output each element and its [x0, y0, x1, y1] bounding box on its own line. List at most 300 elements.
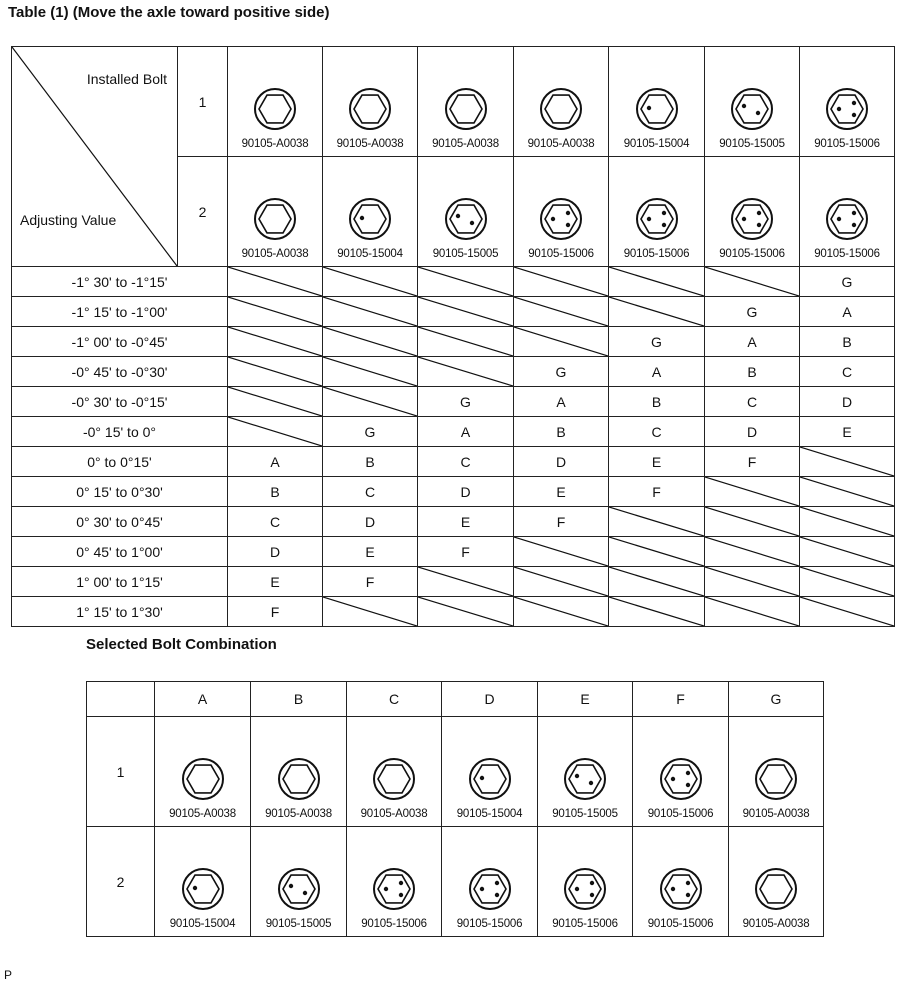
combination-letter: B [228, 477, 323, 507]
not-applicable-slash [228, 267, 322, 296]
bolt-mark-dot [837, 107, 841, 111]
bolt-cell [418, 47, 514, 157]
part-number: 90105-A0038 [169, 808, 236, 820]
bolt-cell [347, 717, 442, 827]
empty-cell [514, 297, 609, 327]
empty-cell [609, 507, 705, 537]
bolt-mark-dot [837, 217, 841, 221]
bolt-mark-dot [742, 217, 746, 221]
not-applicable-slash [514, 267, 608, 296]
empty-cell [228, 387, 323, 417]
combination-letter: A [514, 387, 609, 417]
adjusting-value-range: 0° 30' to 0°45' [12, 507, 228, 537]
bolt-mark-dot [685, 771, 689, 775]
not-applicable-slash [323, 357, 417, 386]
bolt-cell [800, 47, 895, 157]
bolt-head-icon [467, 866, 513, 912]
combination-letter: F [705, 447, 800, 477]
bolt-head-icon [467, 756, 513, 802]
bolt-cell [155, 827, 251, 937]
bolt-position-label: 2 [87, 827, 155, 937]
empty-cell [323, 297, 418, 327]
bolt-mark-dot [551, 217, 555, 221]
bolt-cell [347, 827, 442, 937]
combination-letter: E [800, 417, 895, 447]
empty-cell [323, 597, 418, 627]
bolt-head-icon [824, 196, 870, 242]
combination-letter-header: E [538, 682, 633, 717]
empty-cell [800, 567, 895, 597]
bolt-cell [418, 157, 514, 267]
empty-cell [228, 357, 323, 387]
bolt-head-icon [252, 196, 298, 242]
bolt-cell [633, 717, 729, 827]
empty-cell [800, 507, 895, 537]
bolt-cell [538, 717, 633, 827]
combination-letter: A [705, 327, 800, 357]
bolt-cell [323, 47, 418, 157]
not-applicable-slash [705, 567, 799, 596]
combination-letter: F [323, 567, 418, 597]
bolt-mark-dot [384, 887, 388, 891]
combination-letter: C [800, 357, 895, 387]
bolt-mark-dot [360, 216, 364, 220]
adjusting-value-range: -1° 00' to -0°45' [12, 327, 228, 357]
not-applicable-slash [514, 537, 608, 566]
not-applicable-slash [609, 267, 704, 296]
bolt-cell [609, 157, 705, 267]
installed-bolt-row [12, 47, 895, 157]
adjustment-row [12, 387, 895, 417]
bolt-mark-dot [670, 777, 674, 781]
bolt-cell [442, 827, 538, 937]
not-applicable-slash [514, 567, 608, 596]
page-title: Table (1) (Move the axle toward positive side) [8, 4, 330, 21]
adjusting-value-label: Adjusting Value [20, 212, 117, 228]
bolt-mark-dot [302, 891, 306, 895]
bolt-head-icon [276, 866, 322, 912]
empty-cell [514, 567, 609, 597]
part-number: 90105-A0038 [742, 918, 810, 930]
not-applicable-slash [800, 477, 894, 506]
combination-letter: G [609, 327, 705, 357]
bolt-head-icon [347, 86, 393, 132]
part-number: 90105-15006 [719, 248, 785, 260]
bolt-mark-dot [455, 214, 459, 218]
empty-cell [228, 327, 323, 357]
bolt-mark-dot [670, 887, 674, 891]
part-number: 90105-15006 [552, 918, 618, 930]
bolt-mark-dot [852, 211, 856, 215]
bolt-head-icon [729, 86, 775, 132]
bolt-mark-dot [757, 211, 761, 215]
combination-letter: F [609, 477, 705, 507]
bolt-mark-dot [589, 781, 593, 785]
empty-cell [514, 267, 609, 297]
bolt-mark-dot [852, 101, 856, 105]
bolt-cell [323, 157, 418, 267]
adjustment-row [12, 417, 895, 447]
not-applicable-slash [228, 417, 322, 446]
adjusting-value-range: -0° 45' to -0°30' [12, 357, 228, 387]
part-number: 90105-A0038 [241, 248, 309, 260]
table-corner-header [12, 47, 178, 267]
empty-cell [323, 357, 418, 387]
not-applicable-slash [609, 507, 704, 536]
part-number: 90105-15004 [337, 248, 403, 260]
bolt-head-icon [538, 196, 584, 242]
part-number: 90105-15006 [456, 918, 523, 930]
bolt-position-label: 2 [178, 157, 228, 267]
not-applicable-slash [323, 267, 417, 296]
part-number: 90105-A0038 [432, 138, 499, 150]
empty-cell [609, 597, 705, 627]
not-applicable-slash [514, 327, 608, 356]
empty-cell [418, 327, 514, 357]
combination-letter: B [323, 447, 418, 477]
bolt-mark-dot [399, 893, 403, 897]
bolt-head-icon [562, 866, 608, 912]
combination-letter: F [228, 597, 323, 627]
not-applicable-slash [418, 357, 513, 386]
bolt-head-icon [824, 86, 870, 132]
empty-cell [323, 327, 418, 357]
not-applicable-slash [705, 507, 799, 536]
bolt-position-label: 1 [178, 47, 228, 157]
not-applicable-slash [418, 567, 513, 596]
not-applicable-slash [609, 567, 704, 596]
part-number: 90105-15006 [814, 248, 880, 260]
part-number: 90105-15006 [361, 918, 427, 930]
bolt-cell [800, 157, 895, 267]
empty-cell [323, 267, 418, 297]
bolt-mark-dot [399, 881, 403, 885]
combination-letter: F [418, 537, 514, 567]
combination-letter: C [418, 447, 514, 477]
bolt-cell [251, 717, 347, 827]
bolt-mark-dot [756, 111, 760, 115]
bolt-cell [155, 717, 251, 827]
bolt-mark-dot [661, 211, 665, 215]
adjusting-value-range: 0° 45' to 1°00' [12, 537, 228, 567]
bolt-cell [633, 827, 729, 937]
part-number: 90105-A0038 [241, 138, 309, 150]
empty-cell [705, 597, 800, 627]
bolt-head-icon [562, 756, 608, 802]
not-applicable-slash [418, 597, 513, 626]
not-applicable-slash [705, 477, 799, 506]
adjustment-row [12, 537, 895, 567]
bolt-head-icon [538, 86, 584, 132]
empty-cell [418, 597, 514, 627]
bolt-mark-dot [590, 893, 594, 897]
bolt-head-icon [347, 196, 393, 242]
not-applicable-slash [418, 297, 513, 326]
empty-cell [514, 327, 609, 357]
combination-letter: D [705, 417, 800, 447]
combination-bolt-row [87, 717, 824, 827]
not-applicable-slash [323, 597, 417, 626]
combination-letter-header: G [729, 682, 824, 717]
not-applicable-slash [609, 297, 704, 326]
empty-cell [705, 507, 800, 537]
bolt-mark-dot [494, 881, 498, 885]
combination-letter-header: F [633, 682, 729, 717]
bolt-cell [514, 47, 609, 157]
not-applicable-slash [800, 507, 894, 536]
bolt-cell [729, 717, 824, 827]
combination-letter: C [705, 387, 800, 417]
combination-letter-header: A [155, 682, 251, 717]
bolt-mark-dot [742, 104, 746, 108]
adjustment-row [12, 447, 895, 477]
bolt-cell [705, 47, 800, 157]
not-applicable-slash [800, 567, 894, 596]
combination-letter: C [609, 417, 705, 447]
bolt-mark-dot [469, 221, 473, 225]
adjustment-row [12, 267, 895, 297]
empty-cell [228, 297, 323, 327]
bolt-cell [228, 47, 323, 157]
bolt-mark-dot [479, 776, 483, 780]
combination-letter: D [514, 447, 609, 477]
part-number: 90105-15004 [623, 138, 690, 150]
adjustment-row [12, 567, 895, 597]
adjustment-row [12, 477, 895, 507]
combination-letter-header: B [251, 682, 347, 717]
combination-letter: G [323, 417, 418, 447]
part-number: 90105-15006 [647, 918, 714, 930]
part-number: 90105-15005 [432, 248, 499, 260]
bolt-mark-dot [566, 211, 570, 215]
bolt-head-icon [371, 756, 417, 802]
bolt-head-icon [658, 756, 704, 802]
empty-cell [228, 267, 323, 297]
not-applicable-slash [609, 537, 704, 566]
bolt-head-icon [276, 756, 322, 802]
adjusting-value-range: -0° 15' to 0° [12, 417, 228, 447]
empty-cell [514, 537, 609, 567]
combination-bolt-row [87, 827, 824, 937]
not-applicable-slash [228, 297, 322, 326]
bolt-cell [514, 157, 609, 267]
bolt-head-icon [658, 866, 704, 912]
combination-letter: D [418, 477, 514, 507]
bolt-mark-dot [479, 887, 483, 891]
empty-cell [800, 597, 895, 627]
combination-letter: G [514, 357, 609, 387]
bolt-mark-dot [575, 887, 579, 891]
combination-letter: A [800, 297, 895, 327]
empty-cell [418, 357, 514, 387]
bolt-mark-dot [590, 881, 594, 885]
bolt-cell [705, 157, 800, 267]
part-number: 90105-A0038 [265, 808, 332, 820]
bolt-position-label: 1 [87, 717, 155, 827]
adjusting-value-range: 0° to 0°15' [12, 447, 228, 477]
bolt-mark-dot [288, 884, 292, 888]
bolt-mark-dot [192, 886, 196, 890]
bolt-mark-dot [685, 881, 689, 885]
part-number: 90105-15005 [719, 138, 785, 150]
bolt-cell [228, 157, 323, 267]
empty-cell [800, 447, 895, 477]
bolt-mark-dot [852, 223, 856, 227]
bolt-mark-dot [575, 774, 579, 778]
part-number: 90105-15004 [456, 808, 523, 820]
part-number: 90105-A0038 [527, 138, 595, 150]
empty-cell [609, 267, 705, 297]
bolt-head-icon [371, 866, 417, 912]
combination-letter: D [228, 537, 323, 567]
empty-cell [609, 297, 705, 327]
empty-cell [705, 477, 800, 507]
empty-cell [705, 267, 800, 297]
not-applicable-slash [514, 597, 608, 626]
empty-cell [705, 537, 800, 567]
part-number: 90105-A0038 [742, 808, 810, 820]
adjustment-row [12, 597, 895, 627]
empty-cell [418, 297, 514, 327]
section-subtitle: Selected Bolt Combination [86, 636, 277, 653]
footer-mark: P [4, 968, 13, 982]
bolt-cell [609, 47, 705, 157]
header-corner [87, 682, 155, 717]
combination-letter: B [800, 327, 895, 357]
combination-letter: E [323, 537, 418, 567]
combination-letter-header: C [347, 682, 442, 717]
bolt-head-icon [634, 86, 680, 132]
part-number: 90105-15006 [647, 808, 714, 820]
combination-letter: G [705, 297, 800, 327]
bolt-mark-dot [646, 217, 650, 221]
part-number: 90105-15004 [169, 918, 236, 930]
bolt-mark-dot [661, 223, 665, 227]
bolt-mark-dot [646, 106, 650, 110]
adjustment-row [12, 327, 895, 357]
not-applicable-slash [705, 267, 799, 296]
part-number: 90105-A0038 [336, 138, 404, 150]
combination-letter: F [514, 507, 609, 537]
combination-letter: E [609, 447, 705, 477]
empty-cell [705, 567, 800, 597]
adjusting-value-range: 1° 15' to 1°30' [12, 597, 228, 627]
adjusting-value-range: -0° 30' to -0°15' [12, 387, 228, 417]
not-applicable-slash [323, 297, 417, 326]
not-applicable-slash [609, 597, 704, 626]
part-number: 90105-15006 [814, 138, 880, 150]
combination-letter: E [418, 507, 514, 537]
bolt-head-icon [252, 86, 298, 132]
adjustment-table [11, 46, 895, 627]
bolt-head-icon [753, 866, 799, 912]
not-applicable-slash [418, 327, 513, 356]
bolt-head-icon [443, 196, 489, 242]
adjusting-value-range: 0° 15' to 0°30' [12, 477, 228, 507]
combination-letter: D [800, 387, 895, 417]
not-applicable-slash [800, 537, 894, 566]
empty-cell [800, 477, 895, 507]
not-applicable-slash [800, 597, 894, 626]
part-number: 90105-A0038 [360, 808, 428, 820]
combination-letter: E [514, 477, 609, 507]
combination-letter: C [228, 507, 323, 537]
empty-cell [514, 597, 609, 627]
combination-letter: G [800, 267, 895, 297]
empty-cell [228, 417, 323, 447]
bolt-cell [251, 827, 347, 937]
combination-letter: E [228, 567, 323, 597]
empty-cell [800, 537, 895, 567]
combination-letter: B [514, 417, 609, 447]
empty-cell [323, 387, 418, 417]
adjustment-row [12, 507, 895, 537]
not-applicable-slash [705, 537, 799, 566]
adjustment-row [12, 357, 895, 387]
not-applicable-slash [418, 267, 513, 296]
bolt-cell [442, 717, 538, 827]
combination-header-row [87, 682, 824, 717]
combination-letter: A [418, 417, 514, 447]
part-number: 90105-15005 [552, 808, 618, 820]
bolt-head-icon [180, 756, 226, 802]
bolt-head-icon [443, 86, 489, 132]
not-applicable-slash [323, 327, 417, 356]
adjusting-value-range: 1° 00' to 1°15' [12, 567, 228, 597]
bolt-head-icon [180, 866, 226, 912]
not-applicable-slash [228, 357, 322, 386]
combination-letter: D [323, 507, 418, 537]
combination-letter: B [705, 357, 800, 387]
bolt-mark-dot [566, 223, 570, 227]
adjustment-row [12, 297, 895, 327]
part-number: 90105-15006 [623, 248, 690, 260]
bolt-head-icon [753, 756, 799, 802]
bolt-mark-dot [685, 893, 689, 897]
bolt-cell [538, 827, 633, 937]
not-applicable-slash [228, 327, 322, 356]
combination-letter: C [323, 477, 418, 507]
bolt-head-icon [729, 196, 775, 242]
not-applicable-slash [800, 447, 894, 476]
combination-letter: A [609, 357, 705, 387]
bolt-head-icon [634, 196, 680, 242]
bolt-combination-table [86, 681, 824, 937]
combination-letter: G [418, 387, 514, 417]
bolt-mark-dot [494, 893, 498, 897]
part-number: 90105-15006 [528, 248, 594, 260]
combination-letter-header: D [442, 682, 538, 717]
empty-cell [418, 567, 514, 597]
not-applicable-slash [514, 297, 608, 326]
empty-cell [609, 567, 705, 597]
combination-letter: B [609, 387, 705, 417]
combination-letter: A [228, 447, 323, 477]
adjusting-value-range: -1° 30' to -1°15' [12, 267, 228, 297]
adjusting-value-range: -1° 15' to -1°00' [12, 297, 228, 327]
not-applicable-slash [228, 387, 322, 416]
installed-bolt-label: Installed Bolt [86, 71, 167, 87]
bolt-cell [729, 827, 824, 937]
bolt-mark-dot [685, 783, 689, 787]
bolt-mark-dot [852, 113, 856, 117]
empty-cell [609, 537, 705, 567]
empty-cell [418, 267, 514, 297]
not-applicable-slash [705, 597, 799, 626]
part-number: 90105-15005 [265, 918, 332, 930]
bolt-mark-dot [757, 223, 761, 227]
not-applicable-slash [323, 387, 417, 416]
